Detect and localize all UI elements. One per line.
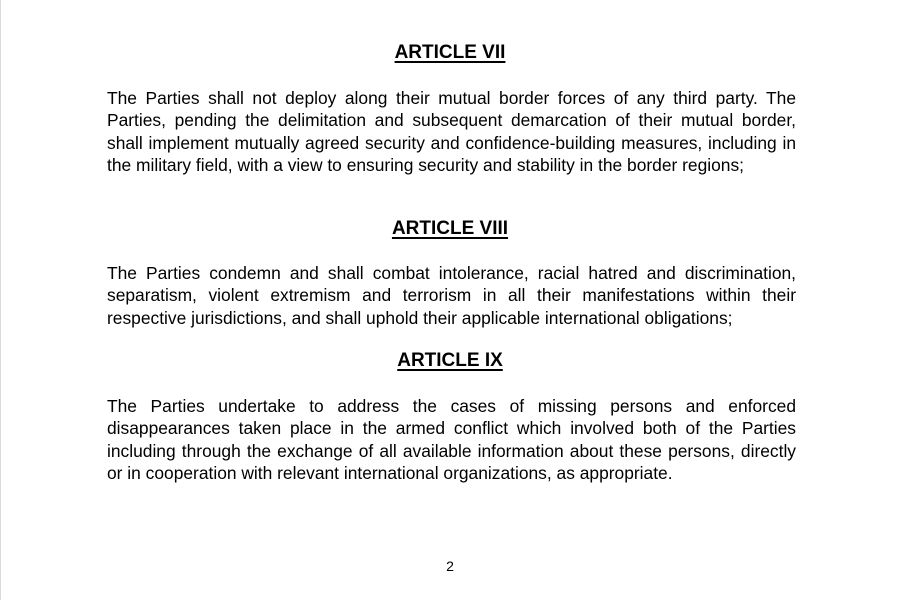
article-viii-heading-text: ARTICLE VIII xyxy=(391,218,509,239)
article-viii-paragraph: The Parties condemn and shall combat intolerance, racial hatred and discrimination, separatism, violent extremism and terrorism in all their manifestations within their respective jurisdictions, and shall uphold their applicable international obligations; xyxy=(107,263,796,328)
article-ix-heading xyxy=(0,350,900,372)
article-ix-heading-text: ARTICLE IX xyxy=(397,350,503,371)
article-viii-heading xyxy=(0,218,900,240)
article-vii-paragraph: The Parties shall not deploy along their mutual border forces of any third party. The Parties, pending the delimitation and subsequent demarcation of their mutual border, shall implement mutually agreed security and confidence-building measures, including in the military field, with a view to ensuring security and stability in the border regions; xyxy=(107,88,796,175)
page-edge-divider xyxy=(0,0,1,600)
article-ix-paragraph: The Parties undertake to address the cases of missing persons and enforced disappearances taken place in the armed conflict which involved both of the Parties including through the exchange of all available information about these persons, directly or in cooperation with relevant international organizations, as appropriate. xyxy=(107,396,796,483)
article-vii-heading-text: ARTICLE VII xyxy=(394,42,506,63)
article-vii-heading xyxy=(0,42,900,64)
page-number: 2 xyxy=(446,558,454,574)
